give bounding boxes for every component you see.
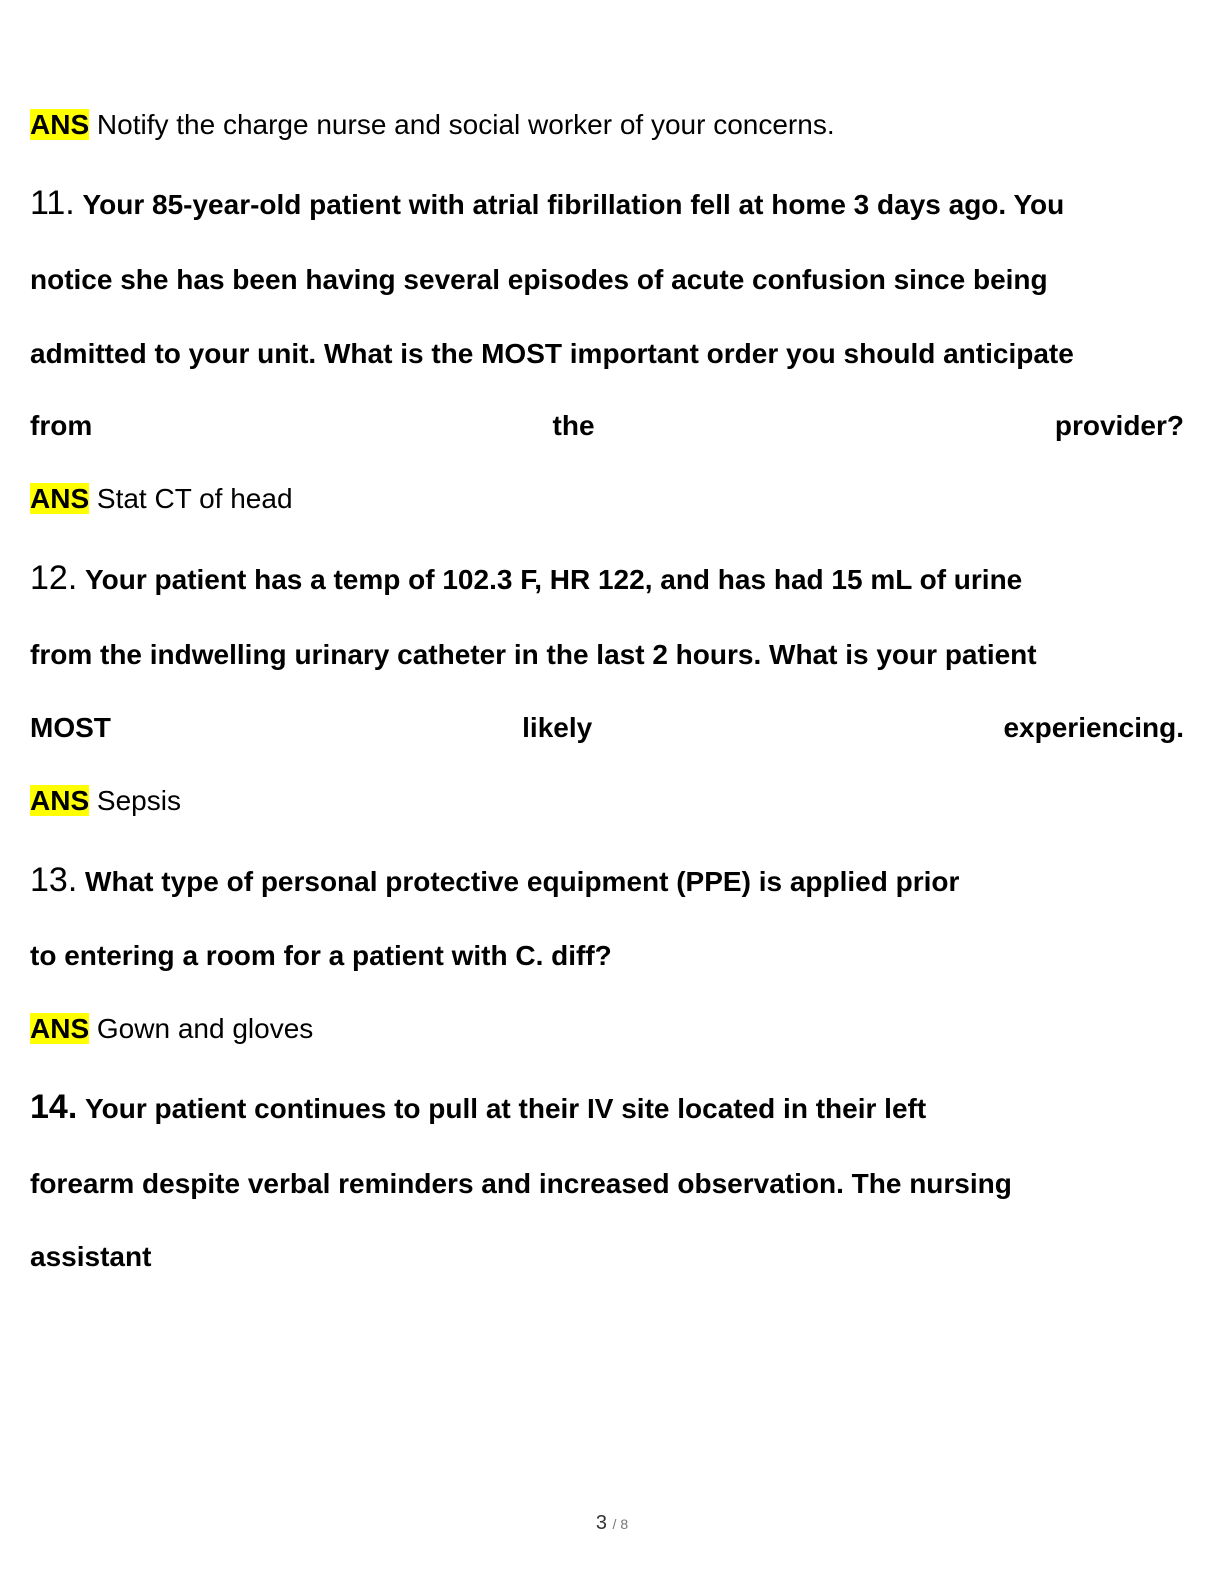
question-11-line-3: admitted to your unit. What is the MOST important order you should anticipate [30,338,1074,369]
answer-text: Stat CT of head [96,483,293,514]
question-11-line-4 [30,409,1184,443]
current-page: 3 [595,1512,607,1534]
total-pages: / 8 [612,1516,629,1532]
answer-text: Gown and gloves [96,1013,314,1044]
justified-word: likely [522,712,593,743]
ans-label: ANS [30,109,90,140]
ans-label: ANS [30,1013,90,1044]
answer-text: Notify the charge nurse and social worker of your concerns. [96,109,835,140]
page-indicator [0,1512,1224,1535]
answer-12 [30,784,1184,818]
answer-10 [30,108,1184,142]
justified-word: experiencing. [1003,712,1184,743]
question-13-line-2: to entering a room for a patient with C. diff? [30,940,612,971]
question-13-line-1 [30,863,1184,899]
question-number: 11. [30,184,75,222]
question-11-line-2: notice she has been having several episodes of acute confusion since being [30,264,1048,295]
answer-11 [30,482,1184,516]
question-number: 12. [30,559,78,597]
question-text: Your 85-year-old patient with atrial fibrillation fell at home 3 days ago. You [82,189,1065,220]
question-12-line-2: from the indwelling urinary catheter in the last 2 hours. What is your patient [30,639,1037,670]
justified-word: provider? [1054,410,1184,441]
question-14-line-1 [30,1090,1184,1126]
justified-word: MOST [30,712,111,743]
question-11-line-1 [30,186,1184,222]
answer-text: Sepsis [96,785,181,816]
question-number: 14. [30,1088,78,1126]
question-14-line-2: forearm despite verbal reminders and increased observation. The nursing [30,1168,1012,1199]
ans-label: ANS [30,785,90,816]
justified-word: from [30,410,93,441]
question-text: What type of personal protective equipment (PPE) is applied prior [85,866,960,897]
question-number: 13. [30,861,78,899]
question-text: Your patient has a temp of 102.3 F, HR 122, and has had 15 mL of urine [85,564,1023,595]
ans-label: ANS [30,483,90,514]
question-12-line-3 [30,711,1184,745]
question-text: Your patient continues to pull at their IV site located in their left [85,1093,927,1124]
question-12-line-1 [30,561,1184,597]
question-14-line-3: assistant [30,1241,152,1272]
answer-13 [30,1012,1184,1046]
justified-word: the [552,410,595,441]
